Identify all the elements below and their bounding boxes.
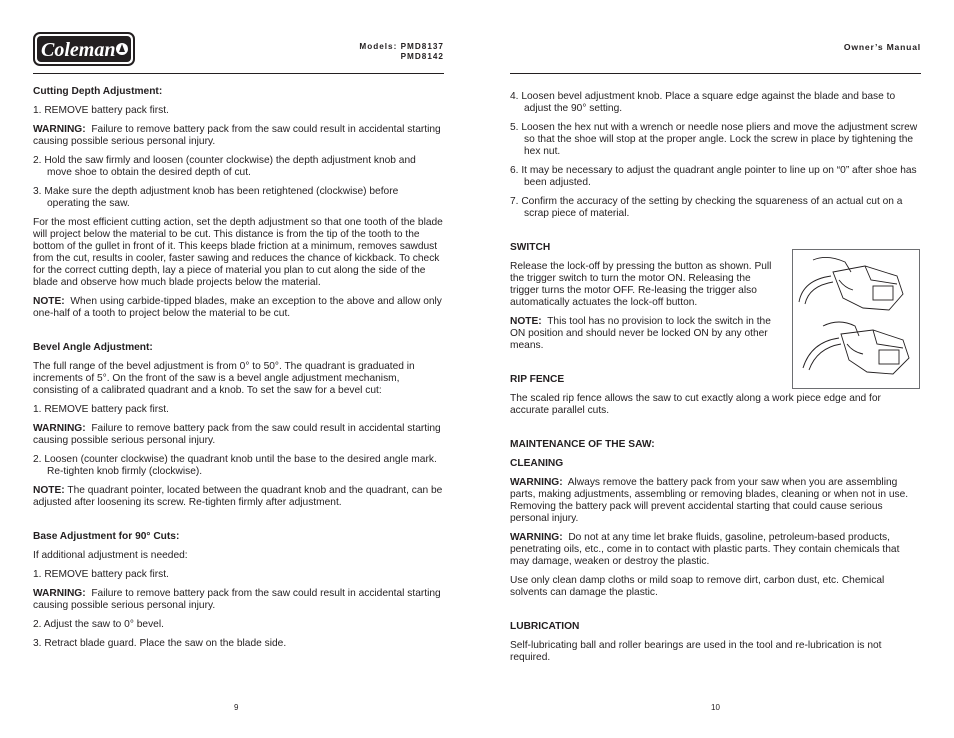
- warning-label: WARNING:: [33, 588, 86, 599]
- lubrication-paragraph: Self-lubricating ball and roller bearings are used in the tool and re-lubrication is not required.: [510, 640, 882, 663]
- cutting-warning: [33, 124, 443, 148]
- bevel-paragraph: The full range of the bevel adjustment is from 0° to 50°. The quadrant is graduated in increments of 5°. On the front of the saw is a bevel angle adjustment mechanism, consisting of a calibrated quadrant and a knob. To set the saw for a bevel cut:: [33, 361, 415, 396]
- base-warning: [33, 588, 443, 612]
- note-text: This tool has no provision to lock the switch in the ON position and should never be locked ON by any other means.: [510, 316, 771, 351]
- svg-text:Coleman: Coleman: [41, 39, 116, 61]
- models-line-1: Models: PMD8137: [359, 42, 444, 51]
- warning-label: WARNING:: [510, 532, 563, 543]
- cutting-depth-heading: Cutting Depth Adjustment:: [33, 86, 163, 97]
- step-5: 5. Loosen the hex nut with a wrench or needle nose pliers and move the adjustment screw so that the shoe will stop at the proper angle. Lock the screw in place by tightening the hex nut.: [510, 122, 918, 157]
- switch-illustration: [792, 249, 920, 389]
- warning-text: Do not at any time let brake fluids, gasoline, petroleum-based products, penetrating oils, etc., come in to contact with plastic parts. They contain chemicals that may damage, weaken or destroy the plastic.: [510, 532, 900, 567]
- step-4: 4. Loosen bevel adjustment knob. Place a square edge against the blade and base to adjust the 90° setting.: [510, 91, 896, 114]
- rip-fence-heading: RIP FENCE: [510, 374, 565, 385]
- switch-heading: SWITCH: [510, 242, 551, 253]
- left-column: [33, 86, 443, 650]
- cleaning-warning-1: [510, 477, 920, 525]
- note-text: The quadrant pointer, located between the quadrant knob and the quadrant, can be adjusted after loosening its screw. Re-tighten firmly after adjustment.: [33, 485, 443, 508]
- blade-arc-top-inner: [805, 282, 833, 304]
- cutting-step-3: 3. Make sure the depth adjustment knob has been retightened (clockwise) before operating the saw.: [33, 186, 399, 209]
- manual-title: Owner’s Manual: [843, 42, 921, 52]
- saw-detail-bottom: [873, 330, 903, 348]
- maintenance-heading: MAINTENANCE OF THE SAW:: [510, 439, 655, 450]
- bevel-note: [33, 485, 443, 509]
- warning-text: Always remove the battery pack from your saw when you are assembling parts, making adjustments, assembling or removing blades, cleaning or when not in use. Removing the battery pack will prevent accidental starting that could cause serious personal injury.: [510, 477, 909, 524]
- base-step-3: 3. Retract blade guard. Place the saw on the blade side.: [33, 638, 287, 649]
- note-text: When using carbide-tipped blades, make an exception to the above and allow only one-half of a tooth to project below the material to be cut.: [33, 296, 442, 319]
- cutting-paragraph: For the most efficient cutting action, set the depth adjustment so that one tooth of the blade will project below the material to be cut. This distance is from the tip of the tooth to the bottom of the gullet in front of it. This keeps blade friction at a minimum, removes sawdust from the cut, results in cooler, faster sawing and reduces the chance of kickback. To check for the correct cutting depth, lay a piece of material you plan to cut along the side of the blade and observe how much blade projects below the material.: [33, 217, 443, 288]
- header-rule: [510, 73, 921, 74]
- warning-text: Failure to remove battery pack from the saw could result in accidental starting causing possible serious personal injury.: [33, 423, 441, 446]
- cleaning-paragraph: Use only clean damp cloths or mild soap to remove dirt, carbon dust, etc. Chemical solvents can damage the plastic.: [510, 575, 885, 598]
- blade-arc-bottom-inner: [809, 344, 841, 370]
- warning-label: WARNING:: [33, 124, 86, 135]
- cutting-step-2: 2. Hold the saw firmly and loosen (counter clockwise) the depth adjustment knob and move shoe to obtain the desired depth of cut.: [33, 155, 416, 178]
- base-intro: If additional adjustment is needed:: [33, 550, 188, 561]
- bevel-step-1: 1. REMOVE battery pack first.: [33, 404, 169, 415]
- cleaning-heading: CLEANING: [510, 458, 564, 469]
- switch-paragraph: Release the lock-off by pressing the button as shown. Pull the trigger switch to turn the motor ON. Releasing the trigger turns the motor OFF. Re-leasing the trigger also automatically actuates the lock-off button.: [510, 261, 772, 308]
- bevel-warning: [33, 423, 443, 447]
- warning-label: WARNING:: [510, 477, 563, 488]
- base-heading: Base Adjustment for 90° Cuts:: [33, 531, 180, 542]
- saw-trigger-drawing: [793, 250, 919, 388]
- battery-bottom: [879, 350, 899, 364]
- warning-text: Failure to remove battery pack from the saw could result in accidental starting causing possible serious personal injury.: [33, 124, 441, 147]
- step-6: 6. It may be necessary to adjust the quadrant angle pointer to line up on “0” after shoe has been adjusted.: [510, 165, 917, 188]
- page-number-right: 10: [711, 703, 720, 712]
- warning-label: WARNING:: [33, 423, 86, 434]
- battery-top: [873, 286, 893, 300]
- models-line-2: PMD8142: [400, 52, 444, 61]
- models-header: [300, 42, 444, 62]
- bevel-heading: Bevel Angle Adjustment:: [33, 342, 153, 353]
- page-number-left: 9: [234, 703, 239, 712]
- header-rule: [33, 73, 444, 74]
- warning-text: Failure to remove battery pack from the saw could result in accidental starting causing possible serious personal injury.: [33, 588, 441, 611]
- cutting-step-1: 1. REMOVE battery pack first.: [33, 105, 169, 116]
- base-step-2: 2. Adjust the saw to 0° bevel.: [33, 619, 164, 630]
- note-label: NOTE:: [33, 485, 65, 496]
- trigger-top: [839, 280, 853, 290]
- step-7: 7. Confirm the accuracy of the setting by checking the squareness of an actual cut on a scrap piece of material.: [510, 196, 903, 219]
- switch-note: [510, 316, 778, 352]
- saw-detail-top: [865, 266, 897, 284]
- switch-text-block: [510, 261, 778, 352]
- rip-fence-paragraph: The scaled rip fence allows the saw to cut exactly along a work piece edge and for accurate parallel cuts.: [510, 393, 881, 416]
- cutting-note: [33, 296, 443, 320]
- note-label: NOTE:: [33, 296, 65, 307]
- coleman-logo: [33, 32, 135, 66]
- trigger-bottom: [847, 344, 863, 354]
- cleaning-warning-2: [510, 532, 920, 568]
- base-step-1: 1. REMOVE battery pack first.: [33, 569, 169, 580]
- note-label: NOTE:: [510, 316, 542, 327]
- lubrication-heading: LUBRICATION: [510, 621, 580, 632]
- bevel-step-2: 2. Loosen (counter clockwise) the quadrant knob until the base to the desired angle mark. Re-tighten knob firmly (clockwise).: [33, 454, 437, 477]
